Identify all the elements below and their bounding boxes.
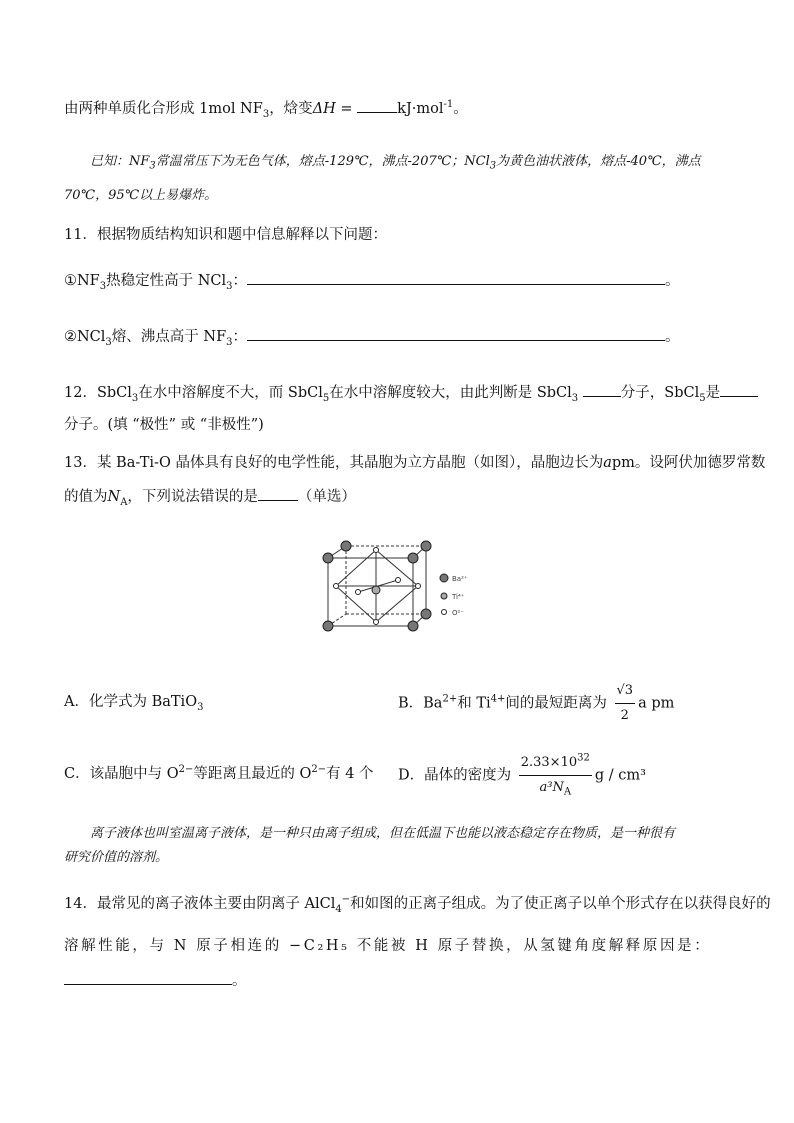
q14-line2: 溶解性能，与 N 原子相连的 −C₂H₅ 不能被 H 原子替换，从氢键角度解释原因是： bbox=[64, 938, 712, 954]
option-a[interactable]: A．化学式为 BaTiO$_3$ bbox=[64, 694, 204, 713]
legend-o: O²⁻ bbox=[452, 609, 465, 617]
q13-line1: 13．某 Ba-Ti-O 晶体具有良好的电学性能，其晶胞为立方晶胞（如图），晶胞边长为apm。设阿伏加德罗常数 bbox=[64, 455, 766, 471]
legend-ti: Ti⁴⁺ bbox=[452, 593, 465, 601]
passage-line1: 离子液体也叫室温离子液体，是一种只由离子组成，但在低温下也能以液态稳定存在物质，是一种很有 bbox=[90, 826, 676, 841]
q14-line1: 14．最常见的离子液体主要由阴离子 AlCl$_4$−和如图的正离子组成。为了使正离子以单个形式存在以获得良好的 bbox=[64, 894, 771, 915]
answer-blank-q14[interactable] bbox=[64, 970, 232, 985]
q11-item2: ②NCl$_3$熔、沸点高于 $NF_3$： 。 bbox=[64, 326, 680, 347]
q10-line: 由两种单质化合形成 1mol $NF_3$，焓变ΔH = kJ·mol$^{-1}$。 bbox=[64, 99, 468, 120]
passage-line2: 研究价值的溶剂。 bbox=[64, 850, 169, 865]
option-d[interactable]: D．晶体的密度为 $\frac{2.33\times 10^{32}}{a^3N_A}$ g / cm³ bbox=[398, 752, 646, 798]
legend-ba: Ba²⁺ bbox=[452, 575, 468, 583]
given-note-line2: 70℃，95℃以上易爆炸。 bbox=[64, 188, 218, 203]
answer-blank-q13[interactable] bbox=[258, 486, 298, 501]
q13-line2: 的值为$N_A$，下列说法错误的是 （单选） bbox=[64, 486, 356, 507]
q12-line2: 分子。(填 “极性” 或 “非极性”) bbox=[64, 417, 264, 433]
option-c[interactable]: C．该晶胞中与 $O^{2-}$等距离且最近的 $O^{2-}$有 4 个 bbox=[64, 764, 374, 782]
answer-blank-q11-2[interactable] bbox=[247, 326, 665, 341]
given-note-line1: 已知：$NF_3$常温常压下为无色气体，熔点-129℃，沸点-207℃；NCl$_3$为黄色油状液体，熔点-40℃，沸点 bbox=[90, 154, 701, 172]
answer-blank-enthalpy[interactable] bbox=[357, 98, 397, 113]
answer-blank-q12-2[interactable] bbox=[720, 382, 758, 397]
crystal-cell-figure bbox=[318, 538, 478, 644]
option-b[interactable]: B．$Ba^{2+}$和 $Ti^{4+}$间的最短距离为 $\frac{√3}{2}$ a pm bbox=[398, 680, 674, 727]
answer-blank-q11-1[interactable] bbox=[247, 270, 665, 285]
q12-line1: 12．SbCl$_3$在水中溶解度不大，而 SbCl$_5$在水中溶解度较大，由此判断是 SbCl$_3$ 分子，SbCl$_5$是 bbox=[64, 382, 758, 403]
q11-item1: $①NF_3$热稳定性高于 NCl$_3$： 。 bbox=[64, 270, 680, 291]
answer-blank-q12-1[interactable] bbox=[583, 382, 621, 397]
q11-title: 11．根据物质结构知识和题中信息解释以下问题： bbox=[64, 227, 387, 243]
fraction-density: $\frac{2.33\times 10^{32}}{a^3N_A}$ bbox=[520, 752, 590, 798]
q14-line3: 。 bbox=[64, 970, 247, 991]
fraction-sqrt3-over-2: $\frac{√3}{2}$ bbox=[615, 680, 636, 727]
